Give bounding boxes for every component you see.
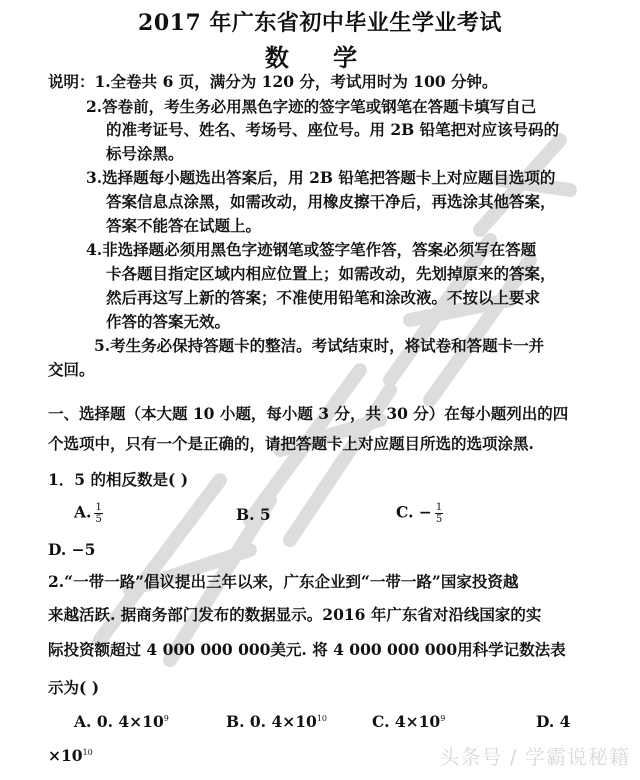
instruction-line: 作答的答案无效。 <box>106 312 231 331</box>
instruction-line: 3.选择题每小题选出答案后，用 2B 铅笔把答题卡上对应题目选项的 <box>86 168 556 187</box>
question-2-stem: 际投资额超过 4 000 000 000美元. 将 4 000 000 000用科学记数法表 <box>48 640 566 659</box>
q2-option-d-continued: $\times 10^{10}$ <box>48 746 93 765</box>
instruction-line: 5.考生务必保持答题卡的整洁。考试结束时，将试卷和答题卡一并 <box>94 336 545 355</box>
question-2-stem: 示为( ) <box>48 678 100 697</box>
instruction-line: 然后再这写上新的答案；不准使用铅笔和涂改液。不按以上要求 <box>106 288 541 307</box>
q2-option-b: B. 0. $4\times 10^{10}$ <box>226 712 328 731</box>
instruction-line: 卡各题目指定区域内相应位置上；如需改动，先划掉原来的答案， <box>106 264 556 283</box>
q2-option-c: C. $4\times 10^9$ <box>372 712 446 731</box>
exam-title: 2017 年广东省初中毕业生学业考试 <box>138 10 502 36</box>
instruction-line: 2.答卷前，考生务必用黑色字迹的签字笔或钢笔在答题卡填写自己 <box>86 97 537 116</box>
q2-option-d: D. 4 <box>536 712 571 731</box>
instruction-line: 的准考证号、姓名、考场号、座位号。用 2B 铅笔把对应该号码的 <box>106 120 560 139</box>
q1-option-a: A. $\frac{1}{5}$ <box>74 502 102 525</box>
section-heading: 一、选择题（本大题 10 小题，每小题 3 分，共 30 分）在每小题列出的四 <box>48 404 569 423</box>
question-2-stem: 来越活跃. 据商务部门发布的数据显示。2016 年广东省对沿线国家的实 <box>48 605 542 624</box>
q1-option-b: B. 5 <box>236 505 271 524</box>
instruction-line: 4.非选择题必须用黑色字迹钢笔或签字笔作答，答案必须写在答题 <box>86 240 537 259</box>
q1-option-d: D. −5 <box>48 540 96 559</box>
instruction-line: 答案不能答在试题上。 <box>106 216 262 235</box>
q2-option-a: A. 0. $4\times 10^9$ <box>74 712 169 731</box>
q1-option-c: C. − $\frac{1}{5}$ <box>396 502 443 525</box>
instruction-line: 说明：1.全卷共 6 页，满分为 120 分，考试用时为 100 分钟。 <box>48 72 498 91</box>
section-heading: 个选项中，只有一个是正确的，请把答题卡上对应题目所选的选项涂黑. <box>48 434 534 453</box>
instruction-line: 交回。 <box>48 360 95 379</box>
question-1-stem: 1．5 的相反数是( ) <box>48 470 189 489</box>
subject-title: 数 学 <box>264 43 376 72</box>
question-2-stem: 2.“一带一路”倡议提出三年以来，广东企业到“一带一路”国家投资越 <box>48 572 519 591</box>
instruction-line: 答案信息点涂黑，如需改动，用橡皮擦干净后，再选涂其他答案， <box>106 192 556 211</box>
source-watermark: 头条号 / 学霸说秘籍 <box>439 745 630 769</box>
instruction-line: 标号涂黑。 <box>106 144 184 163</box>
